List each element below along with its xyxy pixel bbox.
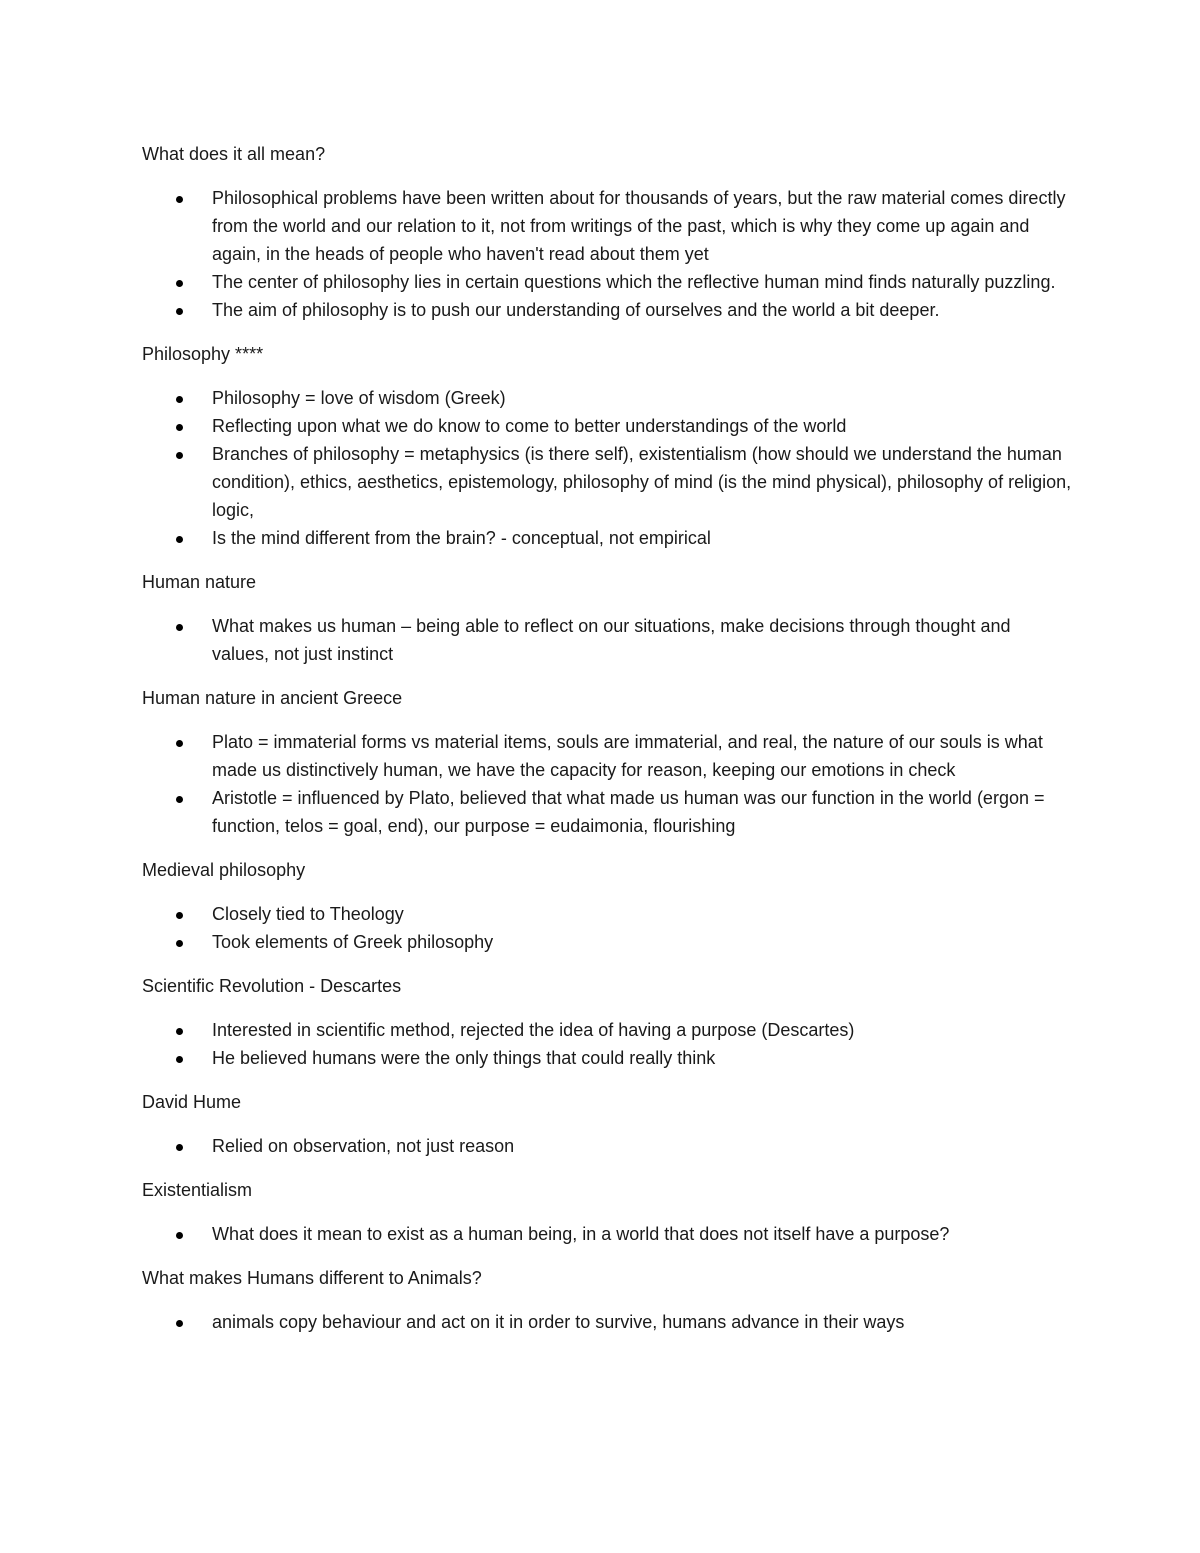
list-item-text: What does it mean to exist as a human being, in a world that does not itself have a purpose? [212,1224,950,1244]
section-david-hume [142,1088,1072,1160]
section-heading: What does it all mean? [142,144,326,164]
bullet-icon [176,452,183,459]
list-item [142,296,1072,324]
section-medieval-philosophy [142,856,1072,956]
section-heading: David Hume [142,1092,242,1112]
section-heading: Human nature [142,572,257,592]
list-item-text: Philosophy = love of wisdom (Greek) [212,388,506,408]
bullet-icon [176,308,183,315]
bullet-list [142,1132,1072,1160]
section-heading: Existentialism [142,1180,253,1200]
list-item-text: animals copy behaviour and act on it in order to survive, humans advance in their ways [212,1312,905,1332]
list-item-text: Is the mind different from the brain? - conceptual, not empirical [212,528,711,548]
bullet-icon [176,1056,183,1063]
list-item [142,524,1072,552]
list-item-text: Interested in scientific method, rejected the idea of having a purpose (Descartes) [212,1020,855,1040]
section-heading: What makes Humans different to Animals? [142,1268,482,1288]
bullet-list [142,384,1072,552]
bullet-icon [176,1028,183,1035]
list-item-text: Took elements of Greek philosophy [212,932,494,952]
list-item [142,384,1072,412]
bullet-icon [176,740,183,747]
bullet-icon [176,940,183,947]
bullet-icon [176,1232,183,1239]
bullet-icon [176,536,183,543]
bullet-icon [176,1320,183,1327]
list-item [142,1220,1072,1248]
list-item-text: What makes us human – being able to reflect on our situations, make decisions through thought and values, not just instinct [212,616,1011,664]
bullet-list [142,612,1072,668]
list-item [142,928,1072,956]
list-item [142,1016,1072,1044]
list-item-text: Reflecting upon what we do know to come to better understandings of the world [212,416,847,436]
section-human-nature-ancient-greece [142,684,1072,840]
list-item-text: He believed humans were the only things that could really think [212,1048,716,1068]
section-heading: Human nature in ancient Greece [142,688,403,708]
bullet-icon [176,912,183,919]
section-heading: Medieval philosophy [142,860,306,880]
bullet-list [142,900,1072,956]
list-item-text: Plato = immaterial forms vs material items, souls are immaterial, and real, the nature of our souls is what made us distinctively human, we have the capacity for reason, keeping our emotions in check [212,732,1043,780]
bullet-icon [176,396,183,403]
list-item-text: The aim of philosophy is to push our understanding of ourselves and the world a bit deeper. [212,300,940,320]
list-item [142,412,1072,440]
list-item-text: Relied on observation, not just reason [212,1136,515,1156]
section-scientific-revolution [142,972,1072,1072]
section-heading: Philosophy **** [142,344,264,364]
list-item [142,1308,1072,1336]
bullet-icon [176,624,183,631]
section-human-nature [142,568,1072,668]
list-item-text: Philosophical problems have been written about for thousands of years, but the raw material comes directly from the world and our relation to it, not from writings of the past, which is why they come up again and again, in the heads of people who haven't read about them yet [212,188,1066,264]
bullet-list [142,1016,1072,1072]
list-item [142,1044,1072,1072]
bullet-icon [176,280,183,287]
list-item-text: The center of philosophy lies in certain questions which the reflective human mind finds naturally puzzling. [212,272,1056,292]
section-heading: Scientific Revolution - Descartes [142,976,402,996]
bullet-list [142,1308,1072,1336]
list-item [142,784,1072,840]
list-item-text: Aristotle = influenced by Plato, believed that what made us human was our function in the world (ergon = function, telos = goal, end), our purpose = eudaimonia, flourishing [212,788,1045,836]
list-item [142,900,1072,928]
bullet-list [142,1220,1072,1248]
list-item-text: Closely tied to Theology [212,904,404,924]
bullet-icon [176,796,183,803]
bullet-icon [176,1144,183,1151]
list-item [142,1132,1072,1160]
list-item [142,612,1072,668]
section-existentialism [142,1176,1072,1248]
section-humans-vs-animals [142,1264,1072,1336]
bullet-list [142,184,1072,324]
list-item [142,728,1072,784]
document-body [142,140,1072,1352]
list-item [142,440,1072,524]
section-what-does-it-all-mean [142,140,1072,324]
list-item-text: Branches of philosophy = metaphysics (is there self), existentialism (how should we understand the human condition), ethics, aesthetics, epistemology, philosophy of mind (is the mind physical), philosophy of religion, logic, [212,444,1072,520]
bullet-icon [176,196,183,203]
list-item [142,184,1072,268]
list-item [142,268,1072,296]
bullet-icon [176,424,183,431]
section-philosophy [142,340,1072,552]
bullet-list [142,728,1072,840]
